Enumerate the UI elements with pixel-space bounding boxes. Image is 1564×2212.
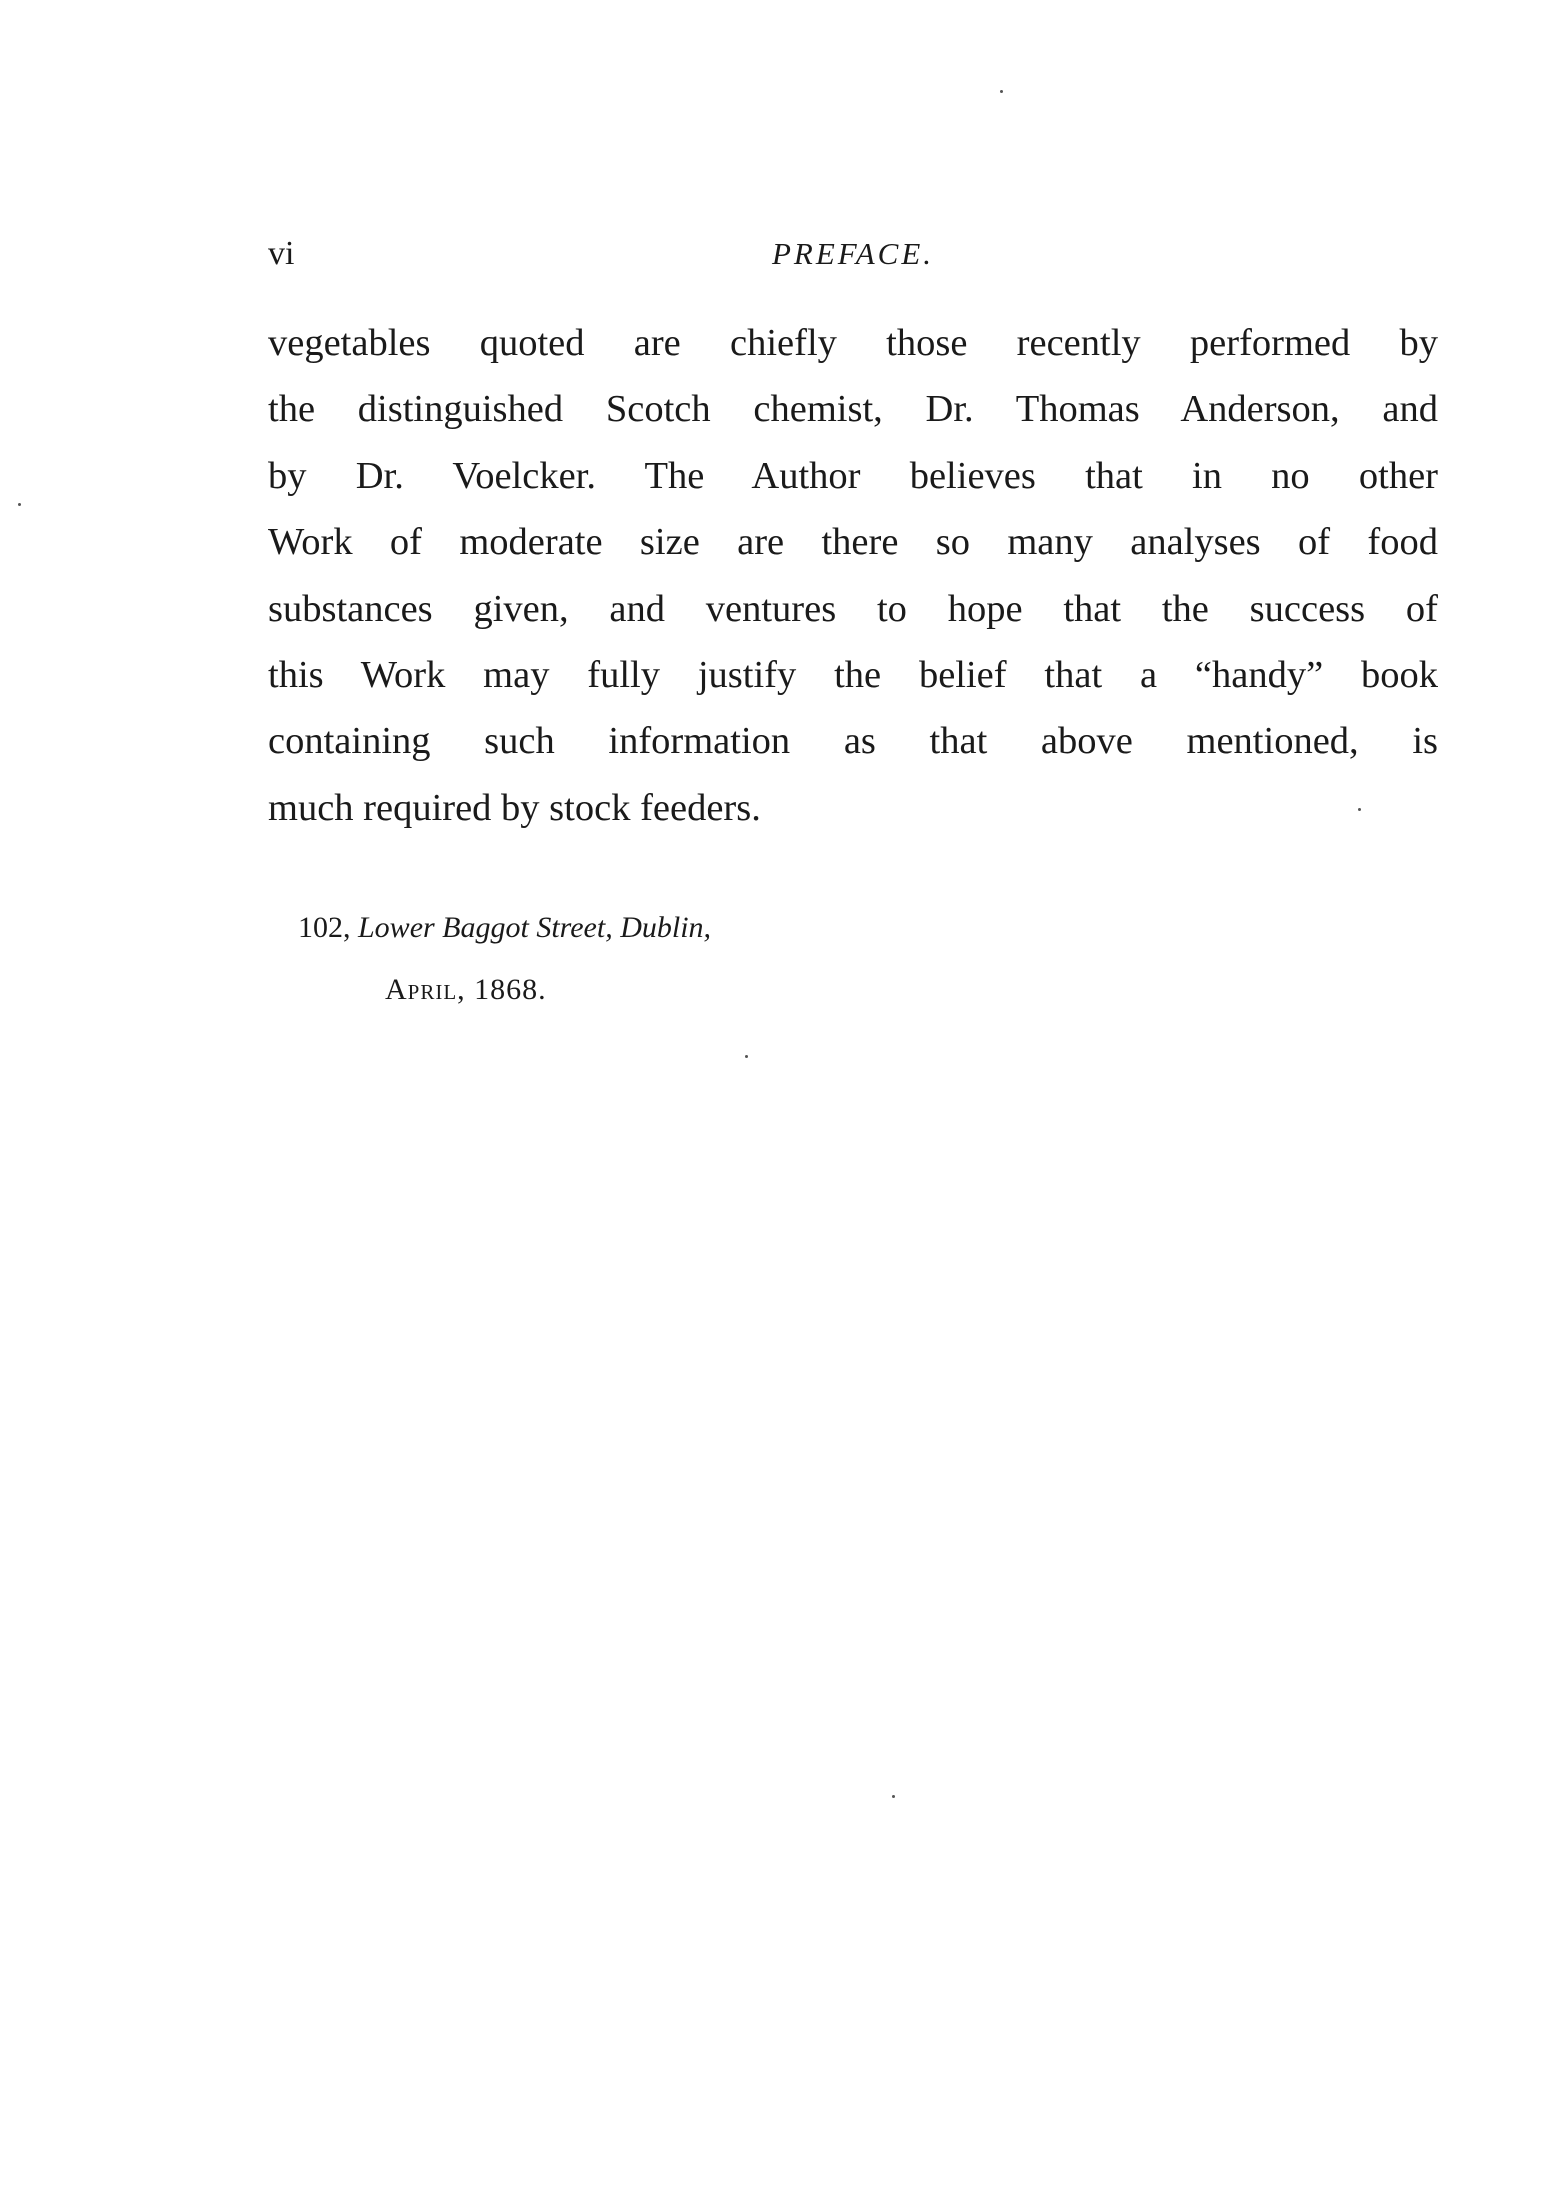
preface-paragraph [268, 310, 1438, 841]
text-line: substances given, and ventures to hope that the success of [268, 587, 1438, 630]
city-name: Dublin, [620, 911, 712, 944]
author-address [298, 908, 711, 948]
preface-date: April, 1868. [385, 973, 547, 1006]
text-line: the distinguished Scotch chemist, Dr. Thomas Anderson, and [268, 388, 1438, 431]
text-line: this Work may fully justify the belief that a “handy” book [268, 653, 1438, 696]
running-head [268, 232, 1438, 276]
page-number: vi [268, 235, 295, 272]
street-name: Lower Baggot Street, [358, 911, 613, 944]
text-line: by Dr. Voelcker. The Author believes that in no other [268, 454, 1438, 497]
paper-speck [18, 503, 21, 506]
text-line: vegetables quoted are chiefly those recently performed by [268, 322, 1438, 364]
running-title: PREFACE. [771, 236, 935, 271]
paper-speck [892, 1795, 895, 1798]
paper-speck [1000, 90, 1003, 93]
text-line: much required by stock feeders. [268, 786, 761, 829]
street-number: 102, [298, 911, 351, 944]
paper-speck [1358, 808, 1361, 811]
paper-speck [745, 1055, 748, 1058]
text-line: containing such information as that above mentioned, is [268, 720, 1438, 763]
text-line: Work of moderate size are there so many analyses of food [268, 521, 1438, 564]
